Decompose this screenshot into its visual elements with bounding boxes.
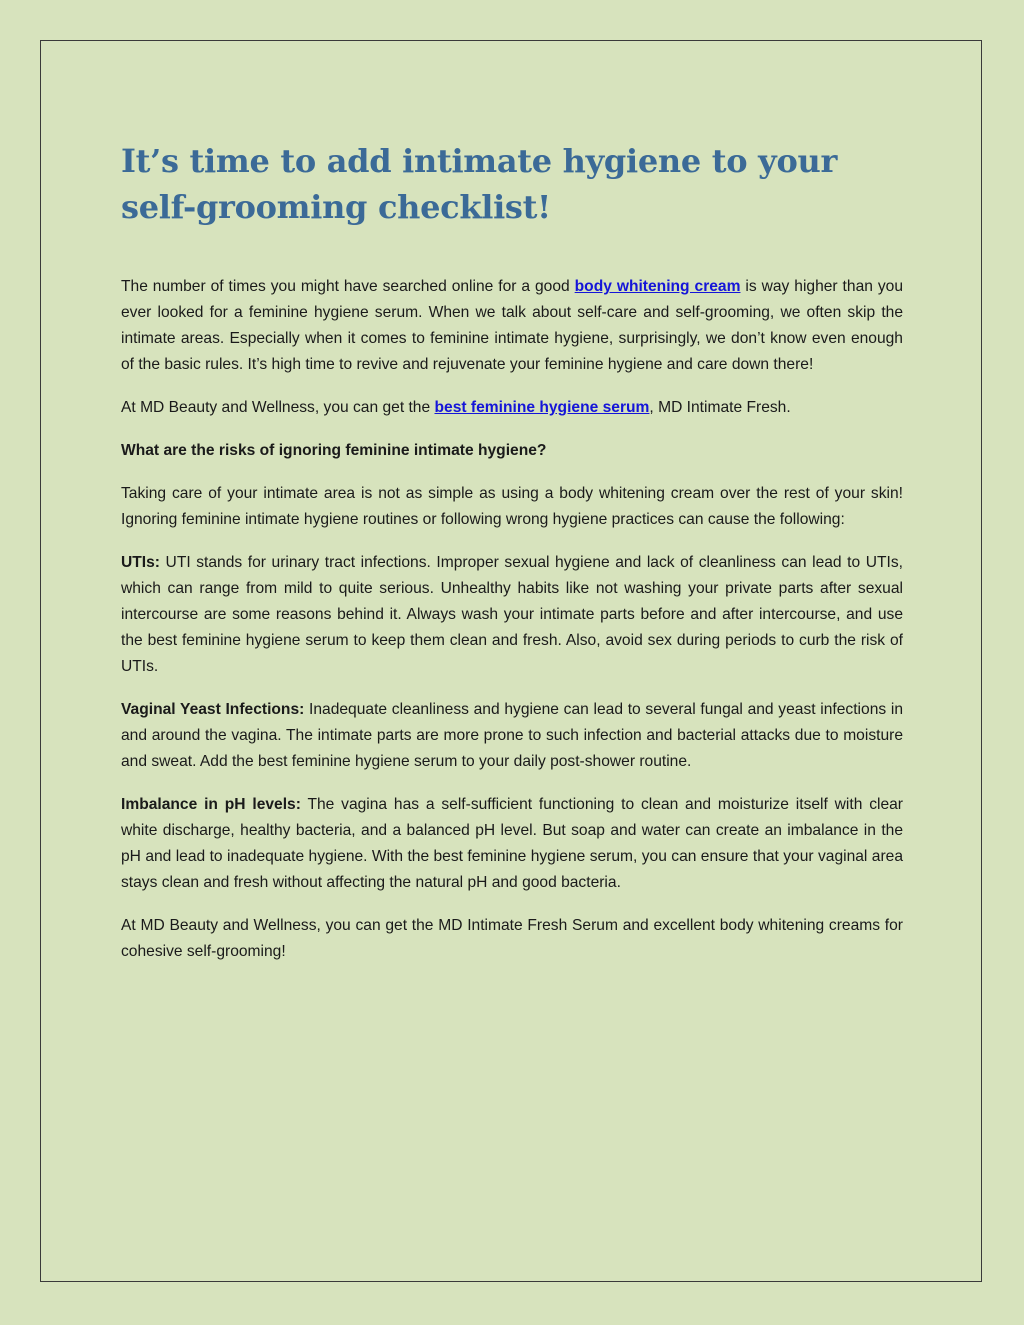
document-content — [121, 138, 903, 982]
intro-text-after: is way higher than you ever looked for a feminine hygiene serum. When we talk about self-care and self-grooming, we often skip the intimate areas. Especially when it comes to feminine intimate hygiene, surprisingly, we don’t know even enough of the basic rules. It’s high time to revive and rejuvenate your feminine hygiene and care down there! — [121, 278, 903, 373]
utis-text: UTI stands for urinary tract infections. Improper sexual hygiene and lack of cleanliness can lead to UTIs, which can range from mild to quite serious. Unhealthy habits like not washing your private parts after sexual intercourse are some reasons behind it. Always wash your intimate parts before and after intercourse, and use the best feminine hygiene serum to keep them clean and fresh. Also, avoid sex during periods to curb the risk of UTIs. — [121, 554, 903, 675]
risks-heading: What are the risks of ignoring feminine intimate hygiene? — [121, 442, 547, 459]
utis-paragraph — [121, 550, 903, 680]
md-text-after: , MD Intimate Fresh. — [649, 399, 791, 416]
md-paragraph — [121, 395, 903, 421]
intro-text-before: The number of times you might have searched online for a good — [121, 278, 575, 295]
utis-term: UTIs: — [121, 554, 160, 571]
md-text-before: At MD Beauty and Wellness, you can get the — [121, 399, 435, 416]
closing-paragraph: At MD Beauty and Wellness, you can get the MD Intimate Fresh Serum and excellent body whitening creams for cohesive self-grooming! — [121, 917, 903, 960]
best-feminine-hygiene-serum-link[interactable]: best feminine hygiene serum — [434, 399, 650, 416]
ph-paragraph — [121, 792, 903, 896]
risks-intro-paragraph: Taking care of your intimate area is not as simple as using a body whitening cream over the rest of your skin! Ignoring feminine intimate hygiene routines or following wrong hygiene practices can cause the following: — [121, 485, 903, 528]
document-title: It’s time to add intimate hygiene to your self-grooming checklist! — [121, 142, 838, 226]
yeast-term: Vaginal Yeast Infections: — [121, 701, 305, 718]
intro-paragraph — [121, 274, 903, 378]
ph-term: Imbalance in pH levels: — [121, 796, 301, 813]
ph-text: The vagina has a self-sufficient functioning to clean and moisturize itself with clear white discharge, healthy bacteria, and a balanced pH level. But soap and water can create an imbalance in the pH and lead to inadequate hygiene. With the best feminine hygiene serum, you can ensure that your vaginal area stays clean and fresh without affecting the natural pH and good bacteria. — [121, 796, 903, 891]
yeast-text: Inadequate cleanliness and hygiene can lead to several fungal and yeast infections in and around the vagina. The intimate parts are more prone to such infection and bacterial attacks due to moisture and sweat. Add the best feminine hygiene serum to your daily post-shower routine. — [121, 701, 904, 770]
yeast-paragraph — [121, 697, 903, 775]
body-whitening-cream-link[interactable]: body whitening cream — [574, 278, 741, 295]
document-body — [121, 274, 903, 965]
